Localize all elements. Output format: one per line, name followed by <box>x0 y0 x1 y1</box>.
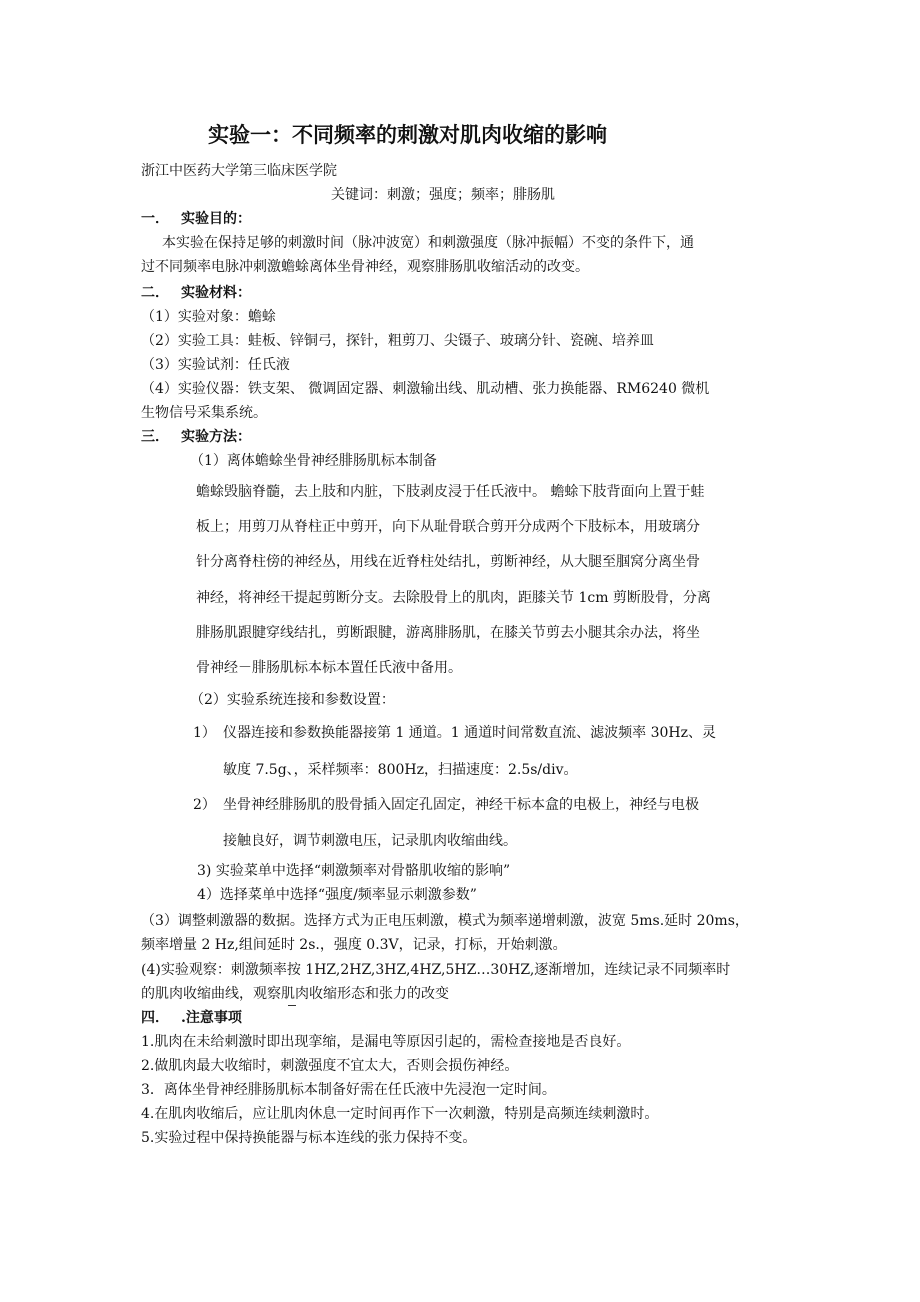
list-item: （4）实验仪器：铁支架、 微调固定器、刺激输出线、肌动槽、张力换能器、RM6240 微机 <box>141 381 710 397</box>
section-number: 二． <box>141 285 169 301</box>
note-item: 2.做肌肉最大收缩时，刺激强度不宜太大，否则会损伤神经。 <box>141 1058 519 1074</box>
list-item: 生物信号采集系统。 <box>141 405 267 421</box>
step-line: 坐骨神经腓肠肌的股骨插入固定孔固定，神经干标本盒的电极上，神经与电极 <box>223 797 699 813</box>
section-number: 三． <box>141 429 169 445</box>
list-item: （3）实验试剂：任氏液 <box>141 357 290 373</box>
section-heading-materials <box>141 284 251 302</box>
paragraph-line: (4)实验观察：刺激频率按 1HZ,2HZ,3HZ,4HZ,5HZ…30HZ,逐渐增加，连续记录不同频率时 <box>141 962 731 978</box>
note-item: 5.实验过程中保持换能器与标本连线的张力保持不变。 <box>141 1130 477 1146</box>
institution: 浙江中医药大学第三临床医学院 <box>141 163 337 179</box>
keywords: 关键词：刺激；强度；频率；腓肠肌 <box>331 187 555 203</box>
step-number: 1） <box>193 725 216 741</box>
step-line: 3) 实验菜单中选择“刺激频率对骨骼肌收缩的影响” <box>197 863 511 879</box>
step-line: 仪器连接和参数换能器接第 1 通道。1 通道时间常数直流、滤波频率 30Hz、灵 <box>223 725 717 741</box>
subsection-title: （1）离体蟾蜍坐骨神经腓肠肌标本制备 <box>190 453 437 469</box>
paragraph-line: 神经，将神经干提起剪断分支。去除股骨上的肌肉，距膝关节 1cm 剪断股骨，分离 <box>196 590 711 606</box>
section-heading-purpose <box>141 210 251 228</box>
step-line: 敏度 7.5g、，采样频率：800Hz，扫描速度：2.5s/div。 <box>223 762 578 778</box>
step-number: 2） <box>193 797 216 813</box>
stray-mark <box>288 1005 296 1006</box>
section-heading-methods <box>141 428 251 446</box>
section-number: 一． <box>141 211 169 227</box>
note-item: 1.肌肉在未给刺激时即出现挛缩，是漏电等原因引起的，需检查接地是否良好。 <box>141 1034 631 1050</box>
section-title: 实验方法： <box>181 429 251 445</box>
step-line: 接触良好，调节刺激电压，记录肌肉收缩曲线。 <box>223 833 517 849</box>
paragraph-line: （3）调整刺激器的数据。选择方式为正电压刺激，模式为频率递增刺激，波宽 5ms.延时 20ms， <box>141 913 749 929</box>
section-title: 实验材料： <box>181 285 251 301</box>
paragraph-line: 板上；用剪刀从脊柱正中剪开，向下从耻骨联合剪开分成两个下肢标本，用玻璃分 <box>196 519 700 535</box>
section-title: 实验目的： <box>181 211 251 227</box>
paragraph-line: 的肌肉收缩曲线，观察肌肉收缩形态和张力的改变 <box>141 986 449 1002</box>
page-title: 实验一：不同频率的刺激对肌肉收缩的影响 <box>208 123 607 147</box>
section-number: 四． <box>141 1010 169 1026</box>
paragraph-line: 骨神经－腓肠肌标本标本置任氏液中备用。 <box>196 660 462 676</box>
paragraph-line: 频率增量 2 Hz,组间延时 2s.，强度 0.3V，记录，打标，开始刺激。 <box>141 937 567 953</box>
section-heading-notes <box>141 1009 242 1027</box>
list-item: （2）实验工具：蛙板、锌铜弓，探针，粗剪刀、尖镊子、玻璃分针、瓷碗、培养皿 <box>141 333 654 349</box>
section-title: .注意事项 <box>181 1010 242 1026</box>
list-item: （1）实验对象：蟾蜍 <box>141 309 276 325</box>
note-item: 4.在肌肉收缩后，应让肌肉休息一定时间再作下一次刺激，特别是高频连续刺激时。 <box>141 1106 659 1122</box>
paragraph-line: 蟾蜍毁脑脊髓，去上肢和内脏，下肢剥皮浸于任氏液中。 蟾蜍下肢背面向上置于蛙 <box>196 484 705 500</box>
paragraph-line: 腓肠肌跟腱穿线结扎，剪断跟腱，游离腓肠肌，在膝关节剪去小腿其余办法，将坐 <box>196 625 700 641</box>
subsection-title: （2）实验系统连接和参数设置： <box>190 692 395 708</box>
paragraph-line: 过不同频率电脉冲刺激蟾蜍离体坐骨神经，观察腓肠肌收缩活动的改变。 <box>141 259 589 275</box>
step-line: 4）选择菜单中选择“强度/频率显示刺激参数” <box>197 887 477 903</box>
paragraph-line: 针分离脊柱傍的神经丛，用线在近脊柱处结扎，剪断神经，从大腿至腘窝分离坐骨 <box>196 554 700 570</box>
paragraph-line: 本实验在保持足够的刺激时间（脉冲波宽）和刺激强度（脉冲振幅）不变的条件下，通 <box>162 235 694 251</box>
note-item: 3．离体坐骨神经腓肠肌标本制备好需在任氏液中先浸泡一定时间。 <box>141 1082 556 1098</box>
